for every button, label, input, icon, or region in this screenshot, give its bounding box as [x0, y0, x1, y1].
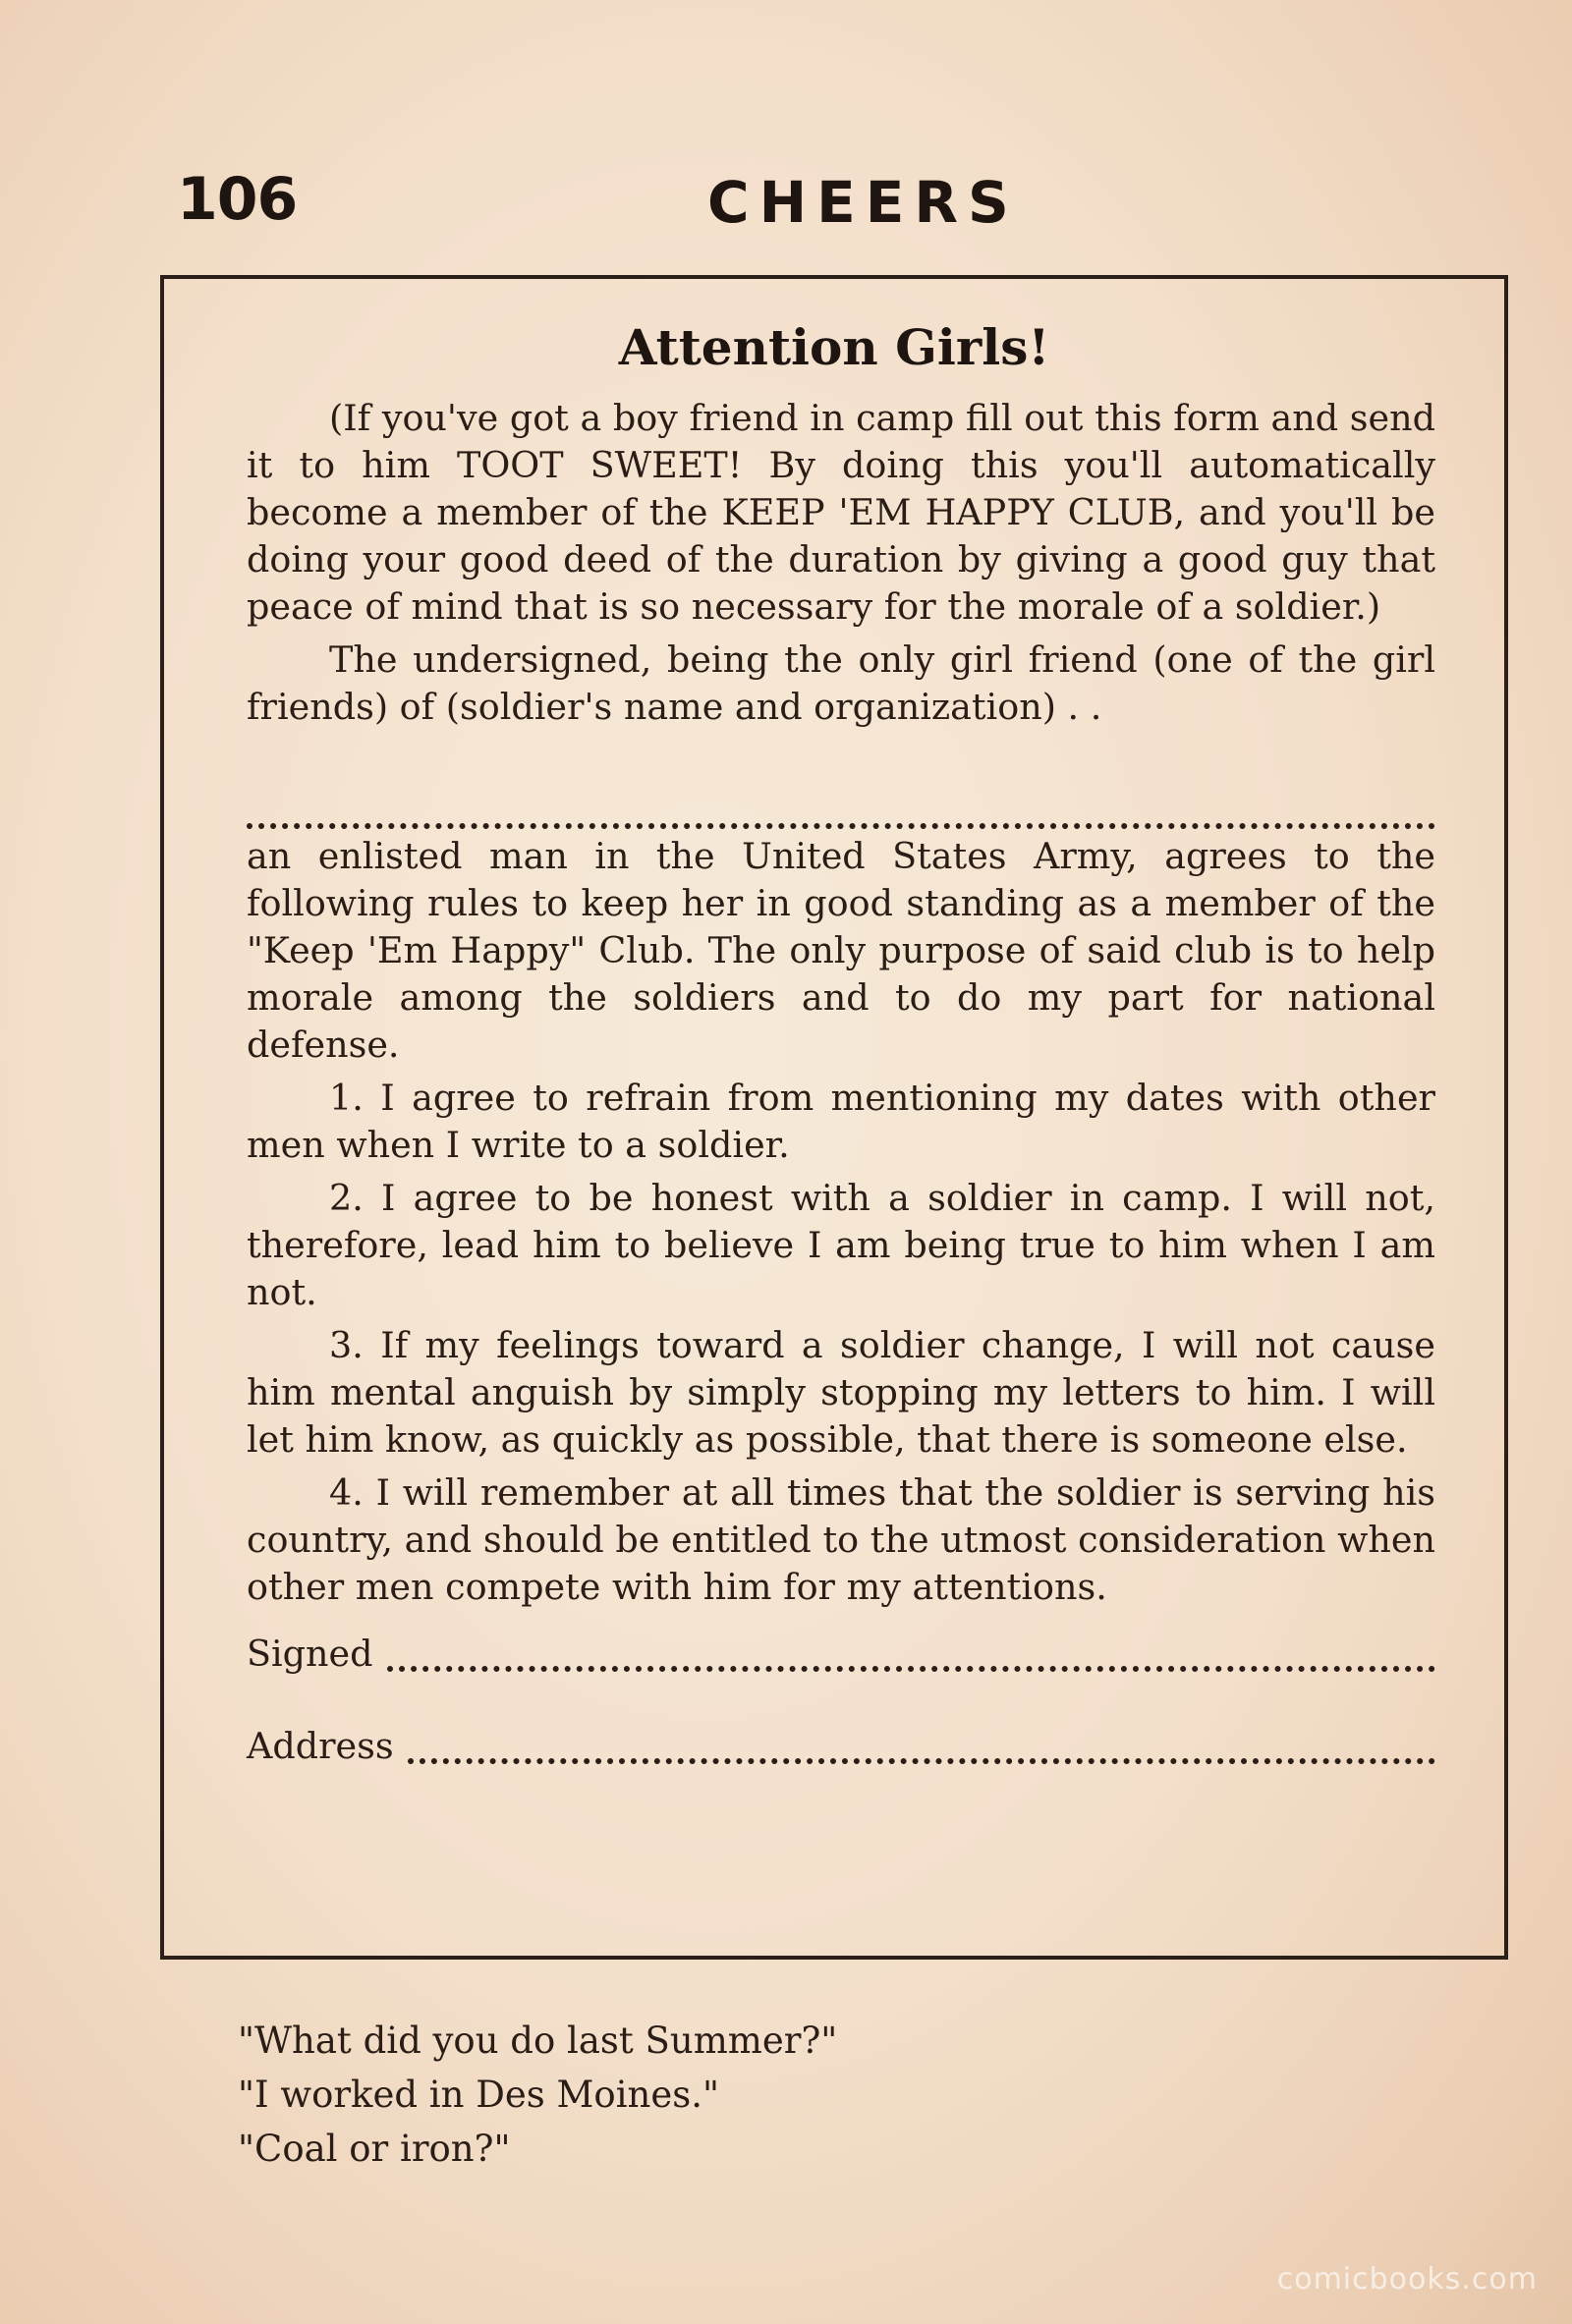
signed-label: Signed — [247, 1632, 373, 1675]
rule-item: 2. I agree to be honest with a soldier in camp. I will not, therefore, lead him to believe I am being true to him when I am not. — [247, 1177, 1435, 1313]
form-body — [247, 395, 1435, 1770]
page-number: 106 — [177, 165, 298, 234]
agreement-paragraph: an enlisted man in the United States Army, agrees to the following rules to keep her in good standing as a member of the "Keep 'Em Happy" Club. The only purpose of said club is to help morale among the soldiers and to do my part for national defense. — [247, 835, 1435, 1066]
intro-paragraph: (If you've got a boy friend in camp fill out this form and send it to him TOOT SWEET! By doing this you'll automatically become a member of the KEEP 'EM HAPPY CLUB, and you'll be doing your good deed of the duration by giving a good guy that peace of mind that is so necessary for the morale of a soldier.) — [247, 397, 1435, 628]
signed-line[interactable] — [387, 1656, 1435, 1672]
joke-line: "What did you do last Summer?" — [238, 2020, 838, 2062]
rule-item: 4. I will remember at all times that the soldier is serving his country, and should be entitled to the utmost consideration when other men compete with him for my attentions. — [247, 1471, 1435, 1608]
signed-row — [247, 1631, 1435, 1678]
joke-line: "I worked in Des Moines." — [238, 2074, 720, 2116]
undersigned-paragraph: The undersigned, being the only girl friend (one of the girl friends) of (soldier's name and organization) . . — [247, 638, 1435, 728]
page-header — [177, 165, 1307, 253]
address-row — [247, 1723, 1435, 1770]
address-label: Address — [247, 1725, 394, 1767]
running-title: CHEERS — [707, 169, 1019, 236]
joke-line: "Coal or iron?" — [238, 2128, 511, 2170]
membership-form — [160, 275, 1508, 1960]
rule-item: 1. I agree to refrain from mentioning my dates with other men when I write to a soldier. — [247, 1077, 1435, 1166]
rules-list — [247, 1075, 1435, 1611]
joke — [238, 2014, 1319, 2176]
address-line[interactable] — [408, 1748, 1435, 1764]
soldier-name-line[interactable] — [247, 782, 1435, 829]
rule-item: 3. If my feelings toward a soldier change, I will not cause him mental anguish by simply stopping my letters to him. I will let him know, as quickly as possible, that there is someone else. — [247, 1324, 1435, 1461]
watermark: comicbooks.com — [1276, 2262, 1538, 2296]
form-title: Attention Girls! — [618, 318, 1050, 376]
